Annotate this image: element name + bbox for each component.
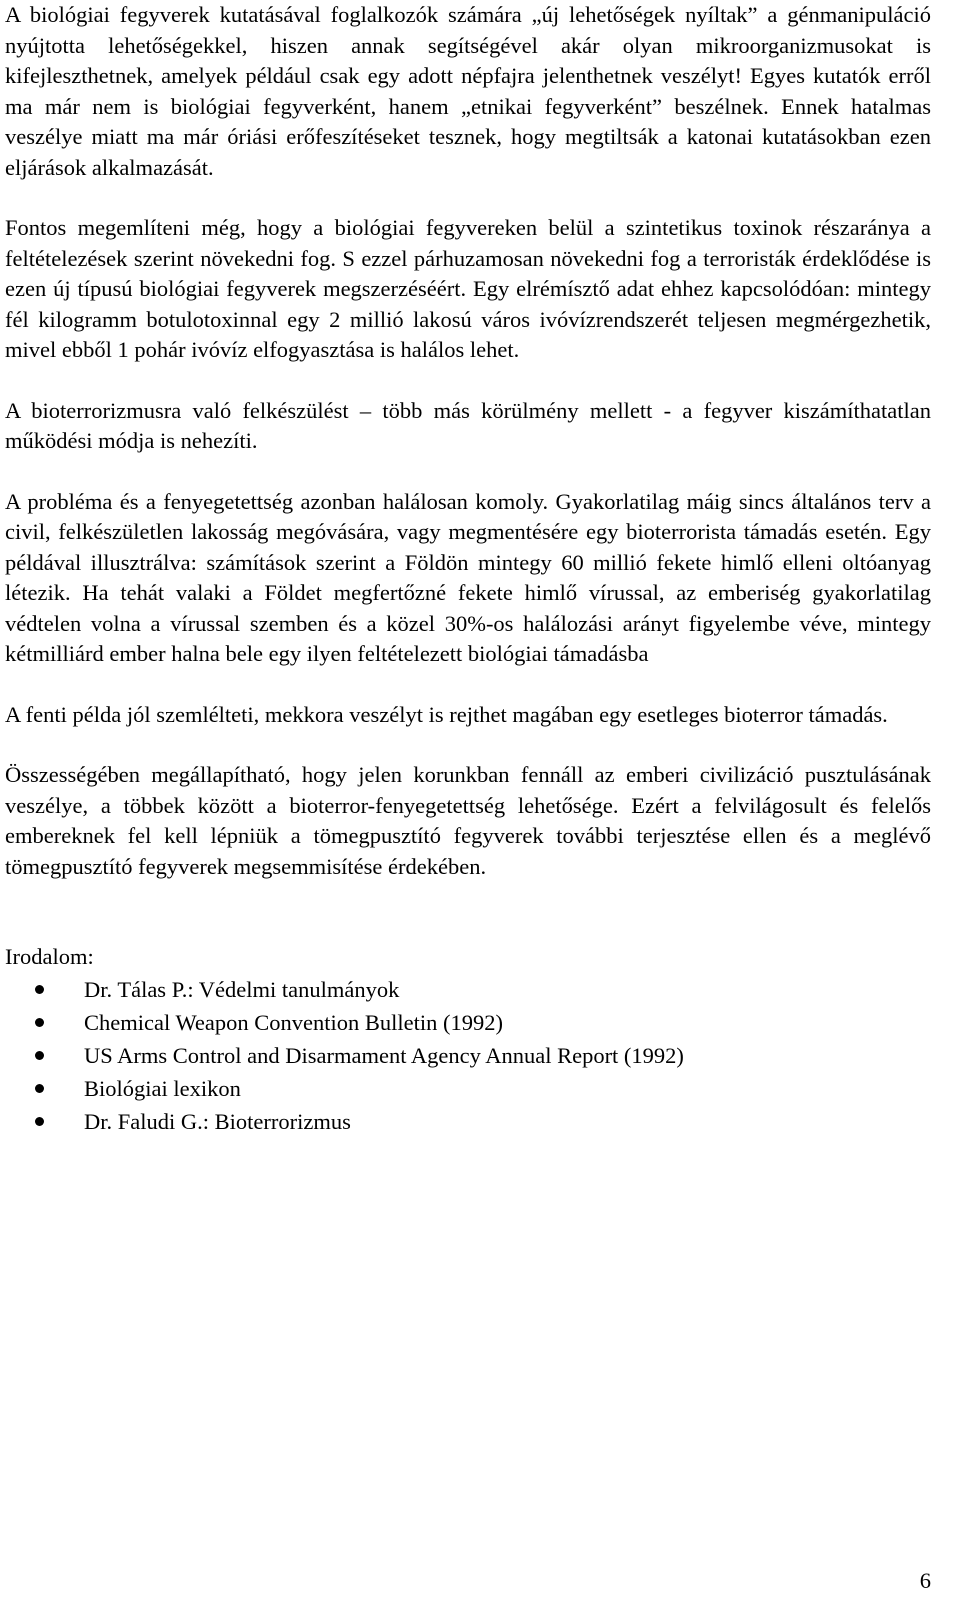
paragraph-gap [5,670,931,700]
document-page [5,0,931,1138]
reference-item [5,1072,931,1105]
paragraph-5: A fenti példa jól szemlélteti, mekkora veszélyt is rejthet magában egy esetleges bioterror támadás. [5,701,888,727]
section-gap [5,882,931,942]
paragraph-gap [5,457,931,487]
paragraph-gap [5,183,931,213]
references-title: Irodalom: [5,944,94,969]
paragraph-6: Összességében megállapítható, hogy jelen korunkban fennáll az emberi civilizáció pusztulásának veszélye, a többek között a bioterror-fenyegetettség lehetősége. Ezért a felvilágosult és felelős embereknek fel kell lépniük a tömegpusztító fegyverek további terjesztése ellen és a meglévő tömegpusztító fegyverek megsemmisítése érdekében. [5,762,931,879]
reference-item [5,1006,931,1039]
reference-item [5,1039,931,1072]
reference-text: Biológiai lexikon [84,1075,241,1101]
paragraph-2: Fontos megemlíteni még, hogy a biológiai fegyvereken belül a szintetikus toxinok részaránya a feltételezések szerint növekedni fog. S ezzel párhuzamosan növekedni fog a terroristák érdeklődése is ezen új típusú biológiai fegyverek megszerzéséért. Egy elrémísztő adat ehhez kapcsolódóan: mintegy fél kilogramm botulotoxinnal egy 2 millió lakosú város ivóvízrendszerét teljesen megmérgezhetik, mivel ebből 1 pohár ivóvíz elfogyasztása is halálos lehet. [5,215,931,362]
references-list [5,973,931,1138]
reference-text: Dr. Tálas P.: Védelmi tanulmányok [84,976,400,1002]
paragraph-1: A biológiai fegyverek kutatásával foglalkozók számára „új lehetőségek nyíltak” a génmanipuláció nyújtotta lehetőségekkel, hiszen annak segítségével akár olyan mikroorganizmusokat is kifejleszthetnek, amelyek például csak egy adott népfajra jelenthetnek veszélyt! Egyes kutatók erről ma már nem is biológiai fegyverként, hanem „etnikai fegyverként” beszélnek. Ennek hatalmas veszélye miatt ma már óriási erőfeszítéseket tesznek, hogy megtiltsák a katonai kutatásokban ezen eljárások alkalmazását. [5,2,931,180]
paragraph-gap [5,730,931,760]
page-number: 6 [919,1568,931,1593]
bullet-icon [35,1084,44,1093]
reference-text: US Arms Control and Disarmament Agency Annual Report (1992) [84,1042,684,1068]
paragraph-4: A probléma és a fenyegetettség azonban halálosan komoly. Gyakorlatilag máig sincs általános terv a civil, felkészületlen lakosság megóvására, vagy megmentésére egy bioterrorista támadás esetén. Egy példával illusztrálva: számítások szerint a Földön mintegy 60 millió fekete himlő elleni oltóanyag létezik. Ha tehát valaki a Földet megfertőzné fekete himlő vírussal, az emberiség gyakorlatilag védtelen volna a vírussal szemben és a közel 30%-os halálozási arányt figyelembe véve, mintegy kétmilliárd ember halna bele egy ilyen feltételezett biológiai támadásba [5,488,931,666]
reference-item [5,1105,931,1138]
reference-text: Dr. Faludi G.: Bioterrorizmus [84,1108,351,1134]
bullet-icon [35,1051,44,1060]
bullet-icon [35,1117,44,1126]
reference-text: Chemical Weapon Convention Bulletin (1992) [84,1009,503,1035]
bullet-icon [35,1018,44,1027]
paragraph-3: A bioterrorizmusra való felkészülést – több más körülmény mellett - a fegyver kiszámíthatatlan működési módja is nehezíti. [5,397,931,453]
paragraph-gap [5,366,931,396]
bullet-icon [35,985,44,994]
reference-item [5,973,931,1006]
